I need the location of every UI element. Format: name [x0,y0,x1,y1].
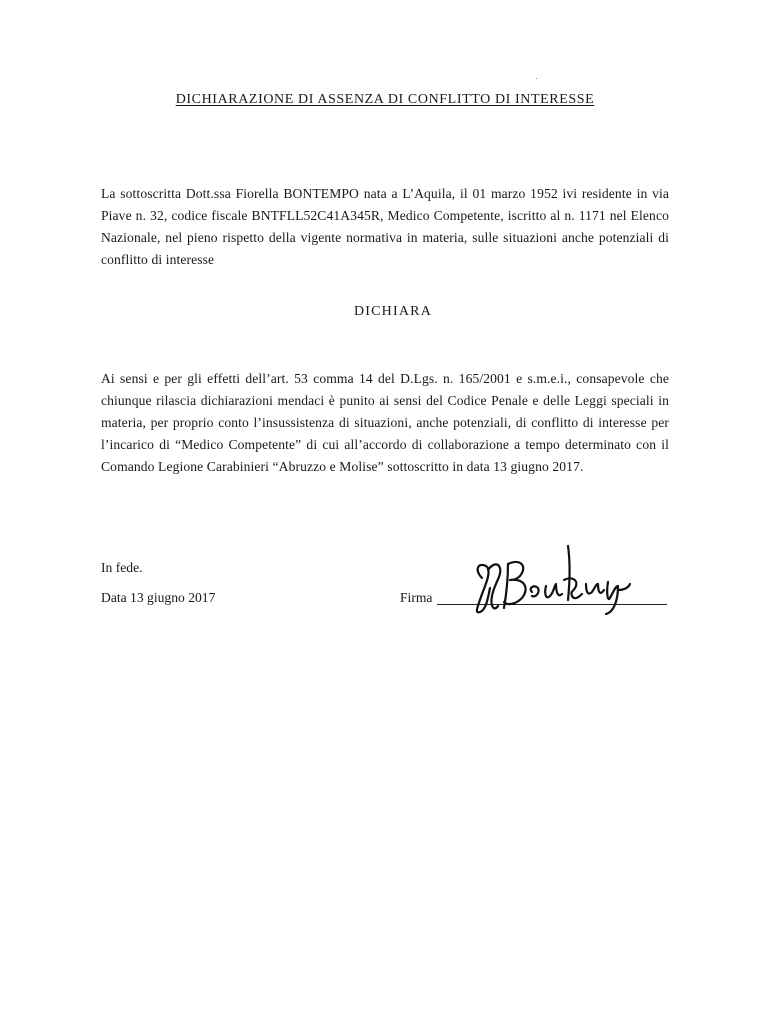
declarant-paragraph: La sottoscritta Dott.ssa Fiorella BONTEMPO nata a L’Aquila, il 01 marzo 1952 ivi residente in via Piave n. 32, codice fiscale BNTFLL52C41A345R, Medico Competente, iscritto al n. 1171 nel Elenco Nazionale, nel pieno rispetto della vigente normativa in materia, sulle situazioni anche potenziali di conflitto di interesse [101,186,669,267]
handwritten-signature [468,540,648,620]
declares-heading: DICHIARA [353,304,433,319]
in-fede-text: In fede. [101,560,143,575]
document-title: DICHIARAZIONE DI ASSENZA DI CONFLITTO DI INTERESSE [175,92,595,107]
scan-speck [536,78,537,79]
date-line: Data 13 giugno 2017 [101,590,216,605]
firma-label: Firma [400,590,433,605]
declaration-paragraph: Ai sensi e per gli effetti dell’art. 53 comma 14 del D.Lgs. n. 165/2001 e s.m.e.i., consapevole che chiunque rilascia dichiarazioni mendaci è punito ai sensi del Codice Penale e delle Leggi speciali in materia, per proprio conto l’insussistenza di situazioni, anche potenziali, di conflitto di interesse per l’incarico di “Medico Competente” di cui all’accordo di collaborazione a tempo determinato con il Comando Legione Carabinieri “Abruzzo e Molise” sottoscritto in data 13 giugno 2017. [101,371,669,474]
